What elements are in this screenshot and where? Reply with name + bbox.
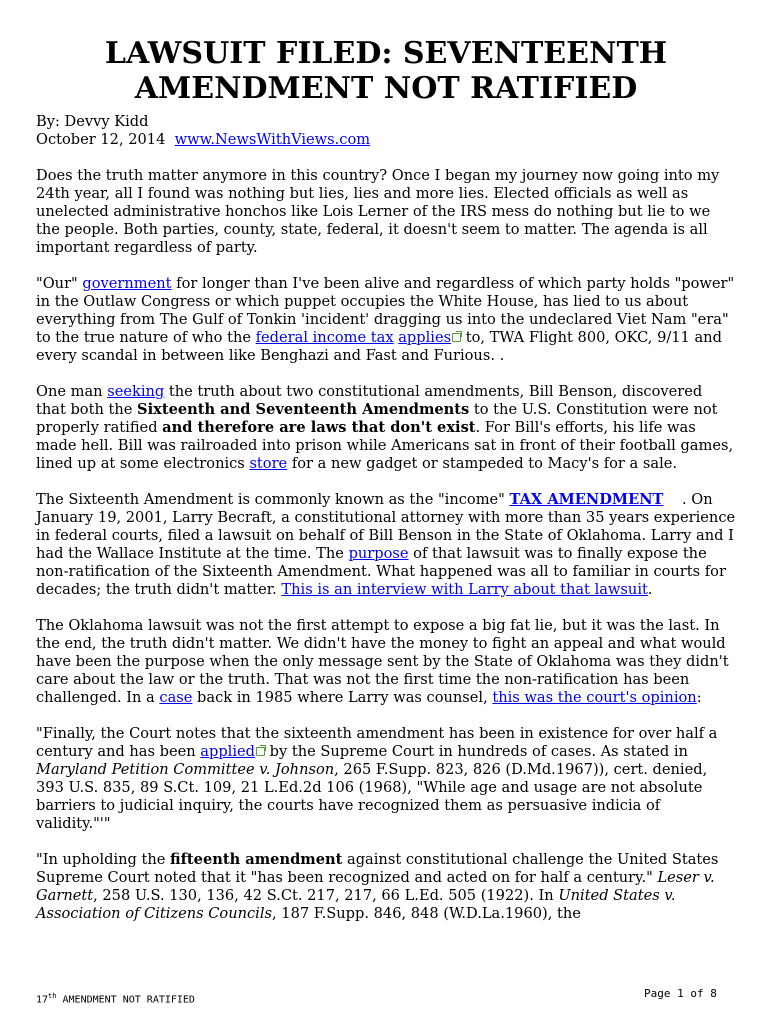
text: to the U.S. Constitution were not properly ratified: [36, 401, 718, 436]
applied-link[interactable]: applied: [200, 743, 255, 760]
text: .: [647, 581, 653, 598]
interview-link[interactable]: This is an interview with Larry about that lawsuit: [281, 581, 648, 598]
article: [36, 36, 740, 923]
paragraph-7-quote: [36, 851, 736, 923]
date: October 12, 2014: [36, 131, 166, 148]
text: , 258 U.S. 130, 136, 42 S.Ct. 217, 217, 66 L.Ed. 505 (1922). In: [93, 887, 559, 904]
bold-text: and therefore are laws that don't exist: [162, 419, 476, 436]
paragraph-6-quote: [36, 725, 736, 833]
text: back in 1985 where Larry was counsel,: [192, 689, 493, 706]
text: "In upholding the: [36, 851, 171, 868]
article-title: [36, 36, 736, 106]
court-opinion-link[interactable]: this was the court's opinion: [492, 689, 697, 706]
footer-text: AMENDMENT NOT RATIFIED: [56, 994, 195, 1006]
text: :: [696, 689, 702, 706]
case-citation: Maryland Petition Committee v. Johnson: [36, 761, 335, 778]
external-link-icon: [452, 333, 461, 342]
store-link[interactable]: store: [249, 455, 288, 472]
text: , 187 F.Supp. 846, 848 (W.D.La.1960), the: [272, 905, 581, 922]
text: for longer than I've been alive and regardless of which party holds "power" in the Outlaw Congress or which puppet occupies the White House, has lied to us about everything from The Gulf of Tonkin 'incident' dragging us into the undeclared Viet Nam "era" to the true nature of who the: [36, 275, 735, 346]
text: "Our": [36, 275, 83, 292]
paragraph-5: [36, 617, 736, 707]
external-link-icon: [256, 747, 265, 756]
text: The Oklahoma lawsuit was not the first attempt to expose a big fat lie, but it was the last. In the end, the truth didn't matter. We didn't have the money to fight an appeal and what would have been the purpose when the only message sent by the State of Oklahoma was they didn't care about the law or the truth. That was not the first time the non-ratification has been challenged. In a: [36, 617, 729, 706]
bold-text: fifteenth amendment: [170, 851, 343, 868]
text: , 265 F.Supp. 823, 826 (D.Md.1967)), cert. denied, 393 U.S. 835, 89 S.Ct. 109, 21 L.Ed.2d 106 (1968), "While age and usage are not absolute barriers to judicial inquiry, the courts have recognized them as persuasive indicia of validity."'": [36, 761, 708, 832]
text: . For Bill's efforts, his life was made hell. Bill was railroaded into prison while Americans sat in front of their football games, lined up at some electronics: [36, 419, 734, 472]
text: against constitutional challenge the United States Supreme Court noted that it "has been recognized and acted on for half a century.": [36, 851, 719, 886]
text: of that lawsuit was to finally expose the non-ratification of the Sixteenth Amendment. What happened was all to familiar in courts for decades; the truth didn't matter.: [36, 545, 726, 598]
footer-title: [36, 992, 195, 1005]
paragraph-1: Does the truth matter anymore in this country? Once I began my journey now going into my 24th year, all I found was nothing but lies, lies and more lies. Elected officials as well as unelected administrative honchos like Lois Lerner of the IRS mess do nothing but lie to we the people. Both parties, county, state, federal, it doesn't seem to matter. The agenda is all important regardless of party.: [36, 167, 720, 256]
text: The Sixteenth Amendment is commonly known as the "income": [36, 491, 510, 508]
footer-number: 17: [36, 994, 49, 1006]
footer-superscript: th: [48, 992, 57, 1000]
text: for a new gadget or stampeded to Macy's for a sale.: [287, 455, 678, 472]
text: to, TWA Flight 800, OKC, 9/11 and every scandal in between like Benghazi and Fast and Furious. .: [36, 329, 722, 364]
text: the truth about two constitutional amendments, Bill Benson, discovered that both the: [36, 383, 703, 418]
byline: By: Devvy Kidd: [36, 113, 149, 130]
tax-amendment-link[interactable]: TAX AMENDMENT: [509, 491, 664, 508]
paragraph-4: [36, 491, 740, 599]
paragraph-3: [36, 383, 736, 473]
government-link[interactable]: government: [82, 275, 172, 292]
bold-text: Sixteenth and Seventeenth Amendments: [137, 401, 470, 418]
case-citation: United States v. Association of Citizens Councils: [36, 887, 676, 922]
title-line-2: AMENDMENT NOT RATIFIED: [134, 71, 638, 106]
text: . On January 19, 2001, Larry Becraft, a constitutional attorney with more than 35 years experience in federal courts, filed a lawsuit on behalf of Bill Benson in the State of Oklahoma. Larry and I had the Wallace Institute at the time. The: [36, 491, 740, 562]
dateline: [36, 131, 736, 149]
source-link[interactable]: www.NewsWithViews.com: [174, 131, 371, 148]
text: "Finally, the Court notes that the sixteenth amendment has been in existence for over half a century and has been: [36, 725, 718, 760]
text: by the Supreme Court in hundreds of cases. As stated in: [265, 743, 688, 760]
title-line-1: LAWSUIT FILED: SEVENTEENTH: [104, 36, 668, 71]
seeking-link[interactable]: seeking: [107, 383, 165, 400]
federal-income-tax-link[interactable]: federal income tax: [255, 329, 394, 346]
case-link[interactable]: case: [159, 689, 193, 706]
paragraph-2: [36, 275, 736, 365]
case-citation: Leser v. Garnett: [36, 869, 715, 904]
purpose-link[interactable]: purpose: [348, 545, 409, 562]
page-number: Page 1 of 8: [644, 987, 717, 1000]
applies-link[interactable]: applies: [398, 329, 452, 346]
text: One man: [36, 383, 108, 400]
